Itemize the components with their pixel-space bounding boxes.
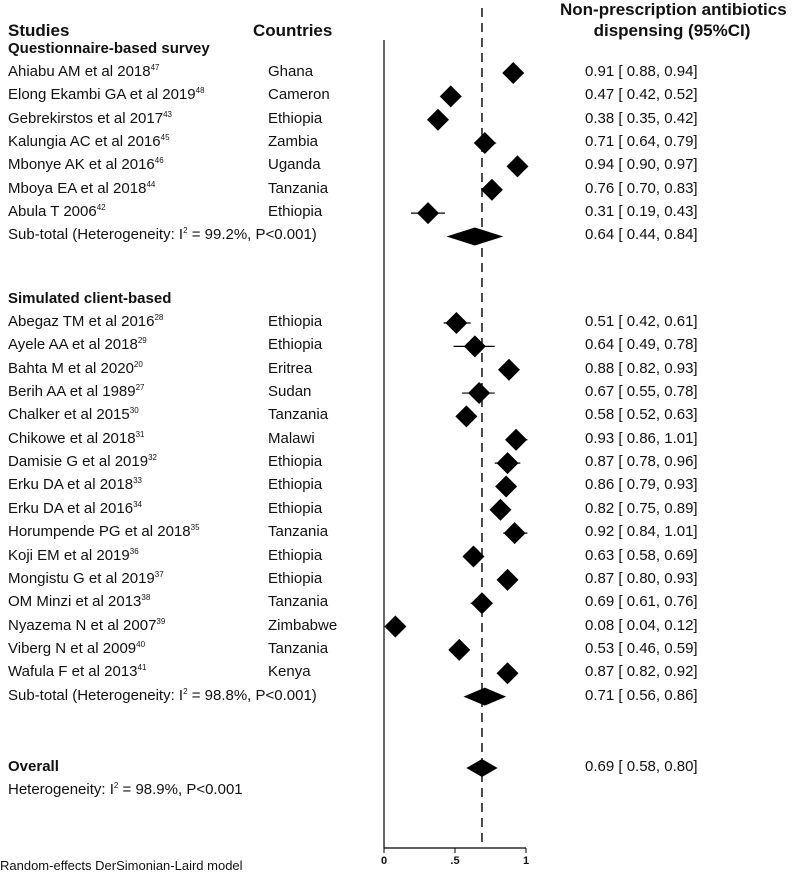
study-name-text: Horumpende PG et al 2018 bbox=[8, 523, 191, 541]
study-estimate-diamond bbox=[440, 85, 462, 107]
study-reference: 20 bbox=[133, 359, 143, 369]
study-country: Eritrea bbox=[268, 359, 313, 377]
study-estimate-label: 0.47 [ 0.42, 0.52] bbox=[585, 86, 698, 104]
study-estimate-label: 0.87 [ 0.82, 0.92] bbox=[585, 663, 698, 681]
study-country: Ethiopia bbox=[268, 203, 323, 221]
study-reference: 27 bbox=[135, 383, 145, 393]
study-reference: 33 bbox=[133, 476, 142, 486]
study-estimate-label: 0.51 [ 0.42, 0.61] bbox=[585, 313, 698, 330]
study-country: Ethiopia bbox=[268, 569, 323, 587]
study-name-text: Mongistu G et al 2019 bbox=[8, 569, 155, 587]
study-name bbox=[8, 63, 160, 80]
study-name bbox=[8, 336, 147, 353]
study-estimate-label: 0.38 [ 0.35, 0.42] bbox=[585, 109, 698, 127]
study-name bbox=[8, 406, 139, 423]
study-name-text: Ahiabu AM et al 2018 bbox=[8, 63, 151, 80]
subtotal-text: Sub-total (Heterogeneity: I bbox=[8, 226, 184, 244]
study-reference: 28 bbox=[154, 313, 164, 322]
study-estimate-label: 0.93 [ 0.86, 1.01] bbox=[585, 429, 698, 447]
study-name bbox=[8, 110, 172, 127]
study-estimate-label: 0.64 [ 0.49, 0.78] bbox=[585, 336, 698, 354]
study-name-text: Wafula F et al 2013 bbox=[8, 663, 138, 681]
study-estimate-diamond bbox=[495, 475, 517, 497]
study-country: Kenya bbox=[268, 663, 311, 681]
study-name bbox=[8, 453, 157, 470]
subtotal-heterogeneity bbox=[8, 226, 317, 243]
studies-column-header: Studies bbox=[8, 21, 70, 40]
countries-column-header: Countries bbox=[253, 21, 333, 40]
study-name bbox=[8, 383, 145, 400]
study-estimate-diamond bbox=[502, 62, 524, 84]
study-name bbox=[8, 663, 146, 680]
study-name bbox=[8, 593, 150, 610]
study-estimate-diamond bbox=[427, 109, 449, 131]
study-estimate-label: 0.87 [ 0.78, 0.96] bbox=[585, 453, 698, 471]
study-country: Ethiopia bbox=[268, 336, 323, 354]
study-name-text: Damisie G et al 2019 bbox=[8, 453, 149, 471]
subtotal-diamond bbox=[446, 227, 503, 245]
study-estimate-label: 0.88 [ 0.82, 0.93] bbox=[585, 359, 698, 377]
study-name bbox=[8, 203, 106, 220]
study-estimate-diamond bbox=[474, 132, 496, 154]
study-country: Ethiopia bbox=[268, 476, 323, 494]
study-name-text: Nyazema N et al 2007 bbox=[8, 616, 157, 634]
study-name-text: Chalker et al 2015 bbox=[8, 406, 130, 424]
study-estimate-label: 0.63 [ 0.58, 0.69] bbox=[585, 546, 698, 564]
x-tick-label: .5 bbox=[450, 855, 460, 867]
study-reference: 45 bbox=[160, 133, 170, 143]
subtotal-estimate-label: 0.64 [ 0.44, 0.84] bbox=[585, 226, 698, 244]
study-country: Uganda bbox=[268, 156, 321, 174]
study-reference: 37 bbox=[154, 569, 164, 579]
study-estimate-diamond bbox=[497, 452, 519, 474]
study-estimate-diamond bbox=[471, 592, 493, 614]
study-name-text: Abula T 2006 bbox=[8, 203, 97, 221]
subtotal-text: = 99.2%, P<0.001) bbox=[187, 226, 317, 244]
study-estimate-diamond bbox=[448, 639, 470, 661]
study-name bbox=[8, 430, 145, 447]
group-title: Simulated client-based bbox=[8, 290, 172, 307]
study-name-text: OM Minzi et al 2013 bbox=[8, 593, 142, 611]
study-name bbox=[8, 523, 200, 540]
study-name-text: Mboya EA et al 2018 bbox=[8, 179, 147, 197]
study-estimate-label: 0.69 [ 0.61, 0.76] bbox=[585, 593, 698, 611]
study-estimate-diamond bbox=[468, 382, 490, 404]
study-name bbox=[8, 640, 145, 657]
study-country: Ethiopia bbox=[268, 313, 323, 330]
study-country: Tanzania bbox=[268, 639, 329, 657]
group-title: Questionnaire-based survey bbox=[8, 40, 210, 57]
study-name bbox=[8, 476, 142, 493]
study-reference: 34 bbox=[133, 499, 142, 509]
overall-heterogeneity-superscript: 2 bbox=[113, 781, 119, 790]
effect-column-header-line2: dispensing (95%CI) bbox=[593, 21, 751, 40]
study-estimate-label: 0.67 [ 0.55, 0.78] bbox=[585, 383, 698, 401]
study-name-text: Erku DA et al 2018 bbox=[8, 476, 134, 494]
study-reference: 31 bbox=[135, 429, 145, 439]
study-country: Sudan bbox=[268, 383, 312, 401]
study-estimate-label: 0.92 [ 0.84, 1.01] bbox=[585, 523, 698, 541]
study-name bbox=[8, 360, 143, 377]
study-estimate-diamond bbox=[455, 405, 477, 427]
study-country: Zimbabwe bbox=[268, 616, 338, 634]
study-name-text: Koji EM et al 2019 bbox=[8, 546, 130, 564]
study-country: Zambia bbox=[268, 133, 319, 151]
study-reference: 47 bbox=[150, 63, 160, 72]
study-country: Ethiopia bbox=[268, 499, 323, 517]
study-name bbox=[8, 617, 165, 634]
x-tick-label: 1 bbox=[522, 855, 530, 867]
overall-diamond bbox=[466, 759, 497, 777]
study-reference: 29 bbox=[137, 336, 147, 346]
study-reference: 43 bbox=[163, 109, 172, 119]
study-country: Ethiopia bbox=[268, 453, 323, 471]
study-estimate-diamond bbox=[506, 155, 528, 177]
study-name bbox=[8, 156, 164, 173]
study-estimate-diamond bbox=[489, 499, 511, 521]
study-estimate-label: 0.87 [ 0.80, 0.93] bbox=[585, 569, 698, 587]
study-name bbox=[8, 500, 142, 517]
study-name-text: Chikowe et al 2018 bbox=[8, 429, 136, 447]
study-reference: 35 bbox=[190, 523, 200, 533]
study-name-text: Bahta M et al 2020 bbox=[8, 359, 134, 377]
study-estimate-label: 0.08 [ 0.04, 0.12] bbox=[585, 616, 698, 634]
overall-title: Overall bbox=[8, 758, 59, 775]
study-reference: 30 bbox=[129, 406, 139, 416]
subtotal-diamond bbox=[464, 688, 507, 706]
study-estimate-label: 0.31 [ 0.19, 0.43] bbox=[585, 203, 698, 221]
study-name bbox=[8, 180, 155, 197]
study-country: Ghana bbox=[268, 63, 314, 80]
study-name-text: Erku DA et al 2016 bbox=[8, 499, 134, 517]
overall-heterogeneity-text: = 98.9%, P<0.001 bbox=[118, 781, 243, 798]
study-reference: 41 bbox=[137, 663, 147, 673]
study-name-text: Mbonye AK et al 2016 bbox=[8, 156, 155, 174]
study-country: Tanzania bbox=[268, 179, 329, 197]
study-estimate-diamond bbox=[497, 569, 519, 591]
study-estimate-diamond bbox=[417, 202, 439, 224]
study-estimate-diamond bbox=[462, 546, 484, 568]
study-estimate-label: 0.91 [ 0.88, 0.94] bbox=[585, 63, 698, 80]
overall-estimate-label: 0.69 [ 0.58, 0.80] bbox=[585, 758, 698, 775]
overall-heterogeneity bbox=[8, 781, 243, 798]
study-country: Ethiopia bbox=[268, 546, 323, 564]
study-name bbox=[8, 133, 170, 150]
subtotal-superscript: 2 bbox=[183, 226, 188, 236]
study-name-text: Abegaz TM et al 2016 bbox=[8, 313, 155, 330]
subtotal-superscript: 2 bbox=[183, 686, 188, 696]
study-estimate-diamond bbox=[505, 429, 527, 451]
study-country: Tanzania bbox=[268, 593, 329, 611]
effect-column-header-line1: Non-prescription antibiotics bbox=[560, 0, 787, 19]
study-estimate-diamond bbox=[445, 312, 467, 334]
study-estimate-label: 0.82 [ 0.75, 0.89] bbox=[585, 499, 698, 517]
model-footnote: Random-effects DerSimonian-Laird model bbox=[0, 858, 243, 873]
subtotal-heterogeneity bbox=[8, 687, 317, 704]
study-name-text: Berih AA et al 1989 bbox=[8, 383, 136, 401]
subtotal-text: Sub-total (Heterogeneity: I bbox=[8, 686, 184, 704]
study-estimate-label: 0.86 [ 0.79, 0.93] bbox=[585, 476, 698, 494]
study-country: Tanzania bbox=[268, 523, 329, 541]
study-name bbox=[8, 313, 163, 330]
study-estimate-label: 0.53 [ 0.46, 0.59] bbox=[585, 639, 698, 657]
study-reference: 40 bbox=[136, 639, 146, 649]
study-reference: 36 bbox=[129, 546, 139, 556]
study-name bbox=[8, 570, 164, 587]
study-country: Tanzania bbox=[268, 406, 329, 424]
study-reference: 42 bbox=[96, 203, 106, 213]
subtotal-text: = 98.8%, P<0.001) bbox=[187, 686, 317, 704]
study-estimate-diamond bbox=[384, 616, 406, 638]
overall-heterogeneity-text: Heterogeneity: I bbox=[8, 781, 114, 798]
study-estimate-diamond bbox=[498, 359, 520, 381]
study-estimate-label: 0.94 [ 0.90, 0.97] bbox=[585, 156, 698, 174]
study-reference: 39 bbox=[156, 616, 166, 626]
study-reference: 44 bbox=[146, 179, 156, 189]
study-name-text: Kalungia AC et al 2016 bbox=[8, 133, 161, 151]
study-name-text: Gebrekirstos et al 2017 bbox=[8, 109, 164, 127]
study-reference: 32 bbox=[148, 453, 157, 463]
study-estimate-diamond bbox=[481, 179, 503, 201]
study-estimate-diamond bbox=[497, 662, 519, 684]
study-name bbox=[8, 86, 205, 103]
study-reference: 38 bbox=[141, 593, 151, 603]
subtotal-estimate-label: 0.71 [ 0.56, 0.86] bbox=[585, 686, 698, 704]
study-name bbox=[8, 547, 139, 564]
study-reference: 46 bbox=[154, 156, 164, 166]
study-name-text: Ayele AA et al 2018 bbox=[8, 336, 138, 354]
study-estimate-label: 0.76 [ 0.70, 0.83] bbox=[585, 179, 698, 197]
study-estimate-label: 0.58 [ 0.52, 0.63] bbox=[585, 406, 698, 424]
study-name-text: Viberg N et al 2009 bbox=[8, 639, 137, 657]
study-country: Malawi bbox=[268, 429, 315, 447]
study-country: Ethiopia bbox=[268, 109, 323, 127]
x-tick-label: 0 bbox=[380, 855, 388, 867]
study-estimate-label: 0.71 [ 0.64, 0.79] bbox=[585, 133, 698, 151]
study-reference: 48 bbox=[195, 86, 205, 96]
study-country: Cameron bbox=[268, 86, 330, 104]
study-name-text: Elong Ekambi GA et al 2019 bbox=[8, 86, 196, 104]
study-estimate-diamond bbox=[504, 522, 526, 544]
